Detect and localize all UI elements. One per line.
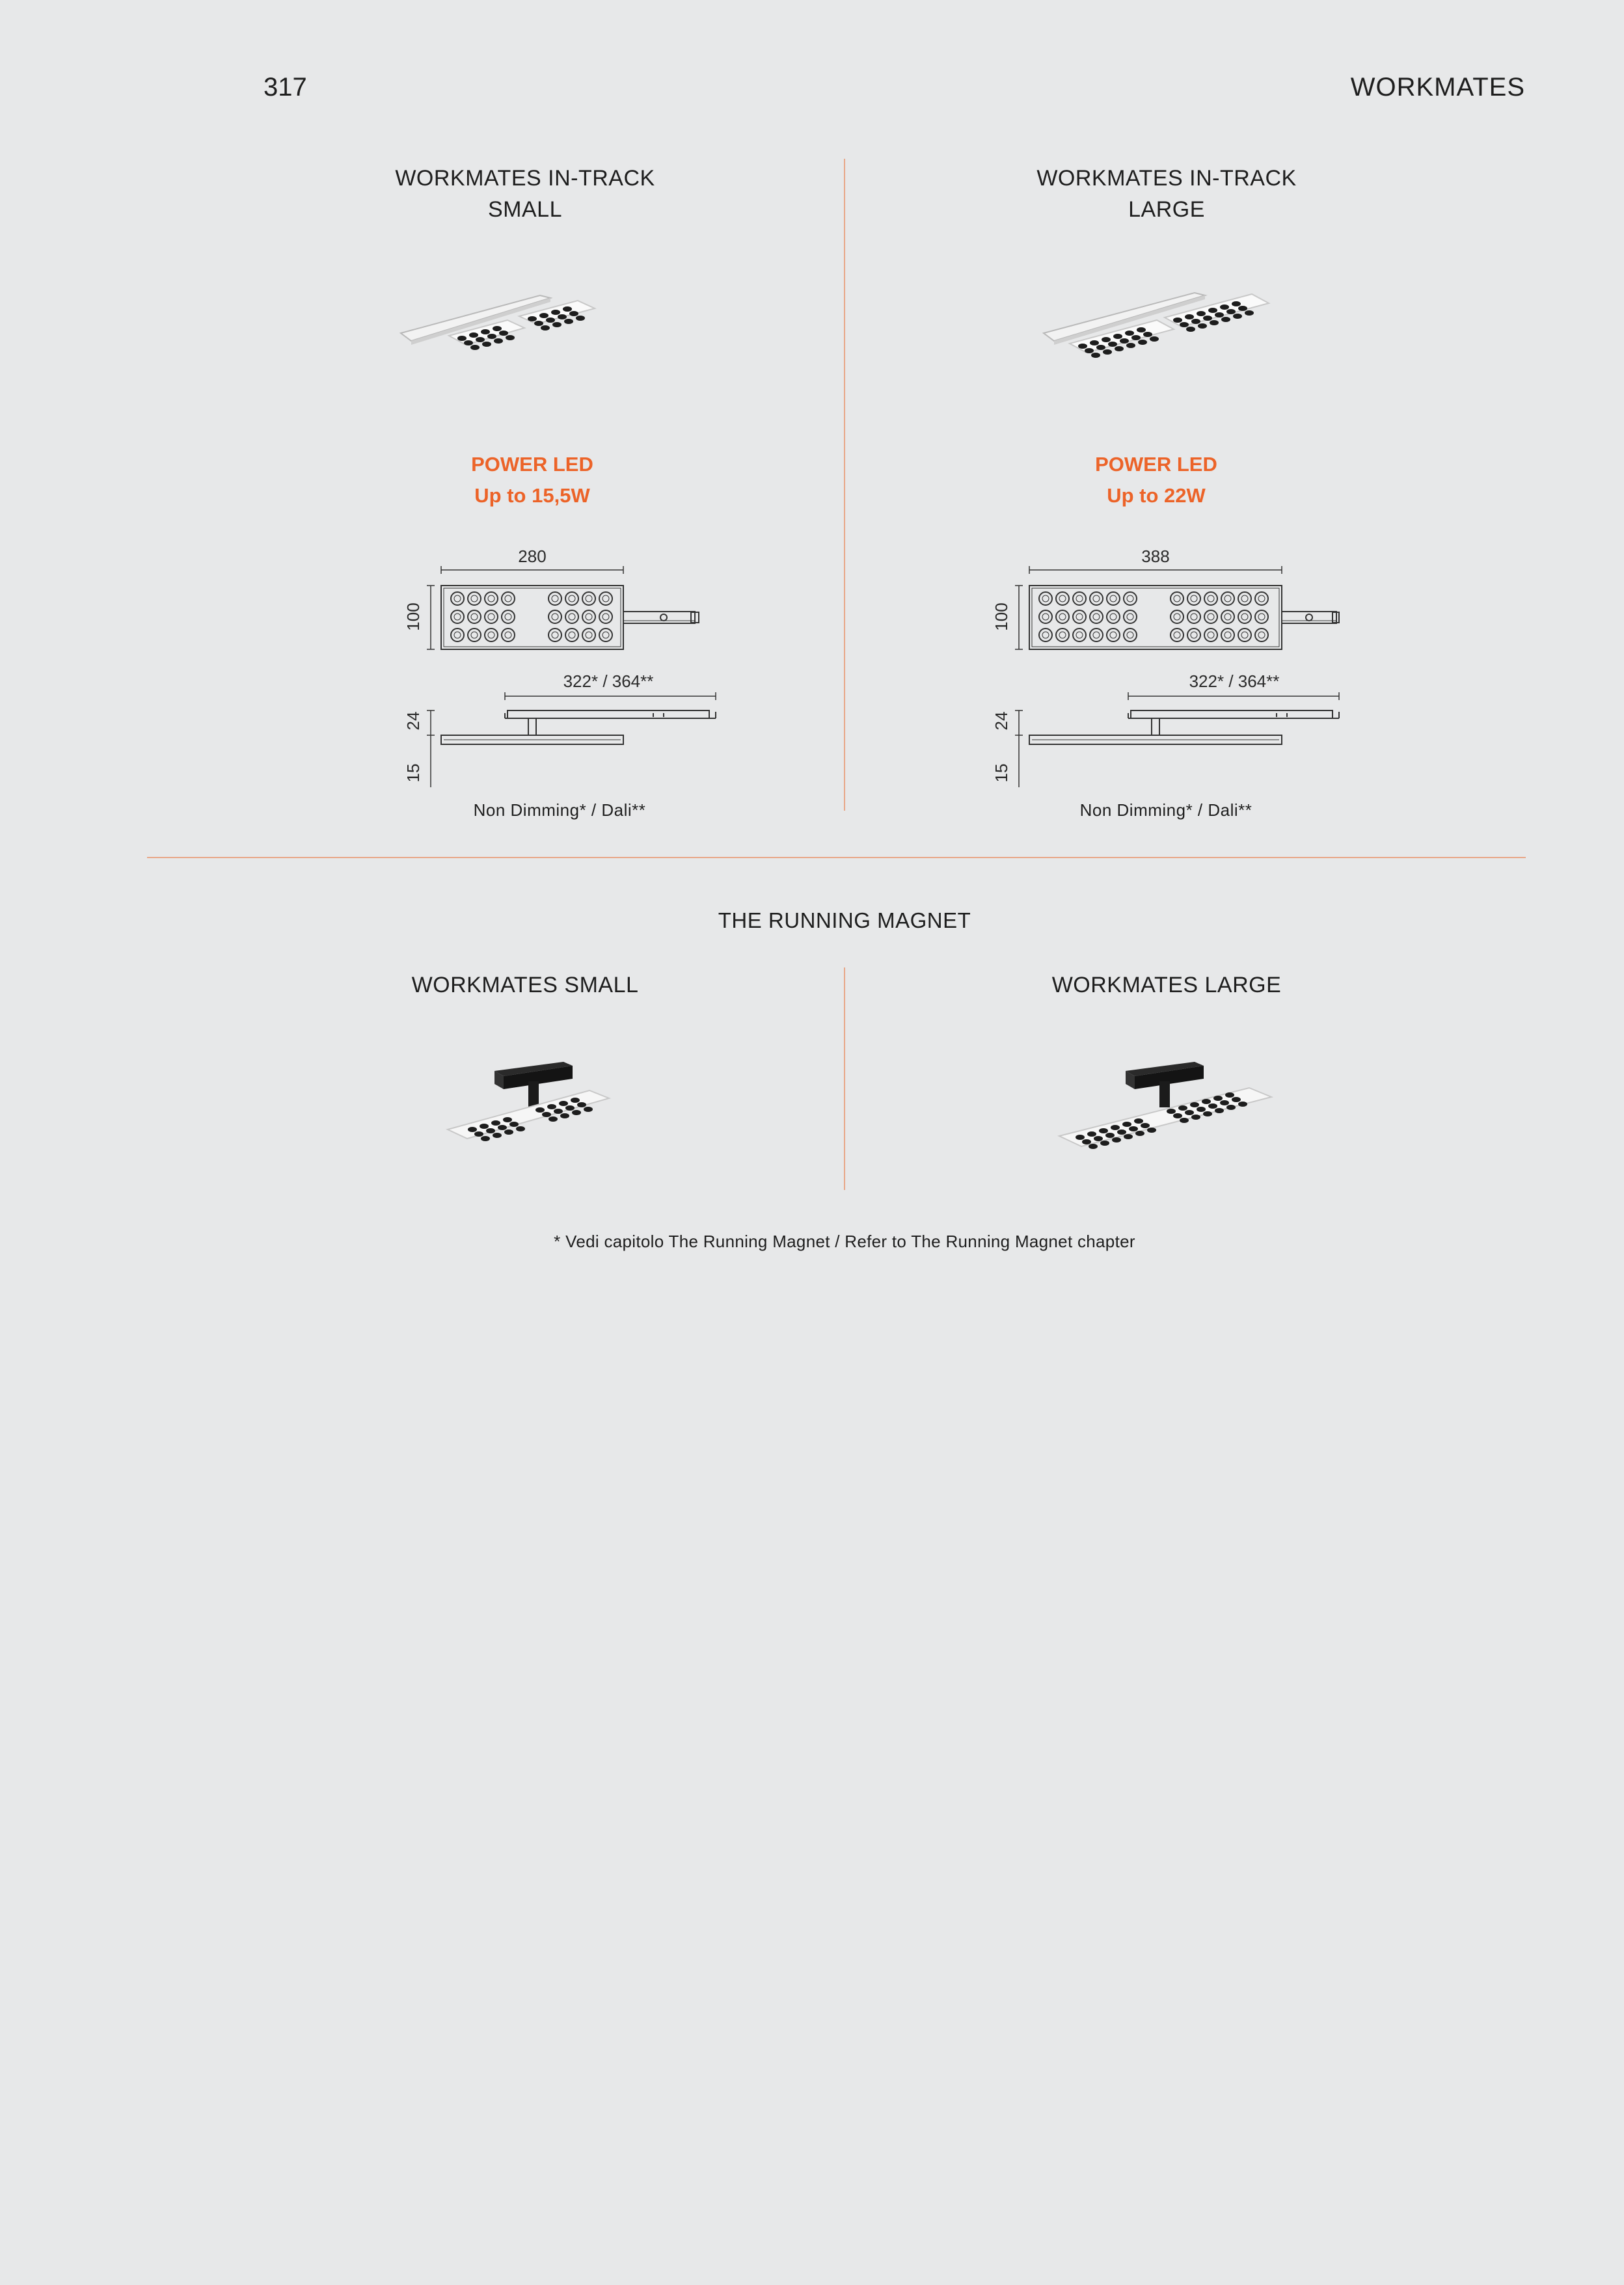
side-view [1029,710,1339,744]
in-track-small-note: Non Dimming* / Dali** [473,800,646,820]
in-track-large-power: POWER LED Up to 22W [1095,453,1217,507]
running-magnet-section-title: THE RUNNING MAGNET [718,908,971,932]
in-track-large-product-image [1040,284,1287,364]
in-track-small-title: WORKMATES IN-TRACK SMALL [395,166,655,222]
dim-width-label: 388 [1141,547,1170,566]
side-view [441,710,716,744]
dim-vertical-lines [427,710,435,787]
in-track-small-drawing [397,540,735,787]
workmates-large-product-image [1054,1059,1288,1163]
workmates-small-title: WORKMATES SMALL [411,973,639,997]
led-grid-right [1171,592,1268,642]
in-track-large-drawing [984,540,1348,787]
magnet-adapter [1126,1062,1204,1107]
column-divider-top [844,159,845,811]
page-number: 317 [264,73,307,101]
dim-h1-label: 24 [403,711,423,731]
dim-height-label: 100 [992,602,1011,631]
dim-height-label: 100 [403,602,423,631]
dim-h2-label: 15 [992,763,1011,783]
workmates-small-product-image [442,1059,631,1157]
in-track-small-product-image [397,286,612,364]
in-track-large-note: Non Dimming* / Dali** [1079,800,1252,820]
dim-height-line [1015,586,1023,649]
led-grid-left [1039,592,1137,642]
dim-width-line [1029,566,1282,574]
section-divider [147,857,1526,858]
dim-length-line [505,692,716,700]
dim-length-label: 322* / 364** [1189,671,1280,691]
dim-length-line [1128,692,1339,700]
in-track-large-title: WORKMATES IN-TRACK LARGE [1036,166,1297,222]
brand-title: WORKMATES [1350,73,1525,101]
dim-h2-label: 15 [403,763,423,783]
column-divider-bottom [844,967,845,1190]
dim-width-line [441,566,623,574]
in-track-small-power: POWER LED Up to 15,5W [471,453,593,507]
dim-h1-label: 24 [992,711,1011,731]
workmates-large-title: WORKMATES LARGE [1051,973,1282,997]
dim-vertical-lines [1015,710,1023,787]
dim-height-line [427,586,435,649]
footnote: * Vedi capitolo The Running Magnet / Refer to The Running Magnet chapter [554,1232,1135,1251]
dim-width-label: 280 [518,547,547,566]
dim-length-label: 322* / 364** [563,671,654,691]
